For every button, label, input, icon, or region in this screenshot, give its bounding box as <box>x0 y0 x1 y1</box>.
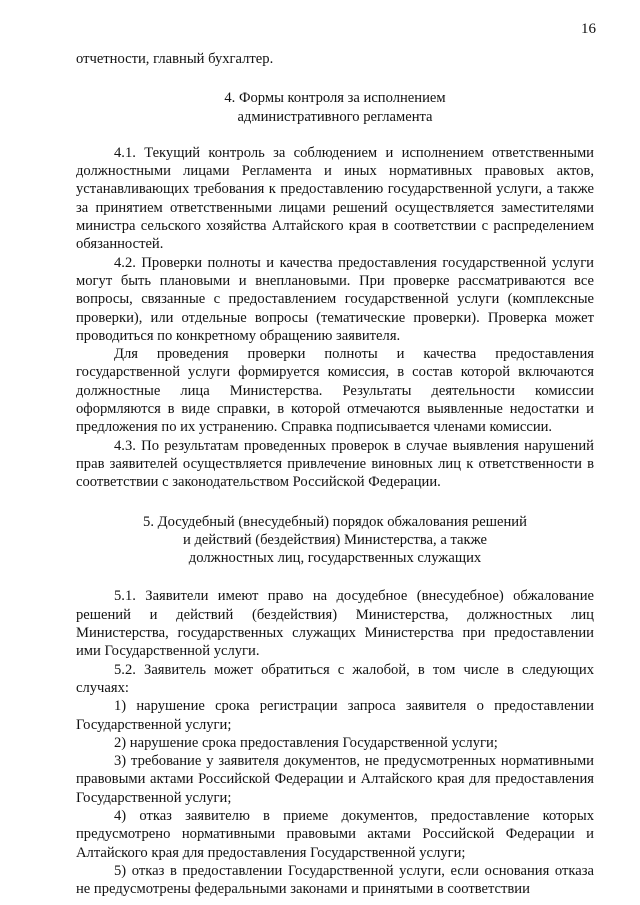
paragraph-4-2: 4.2. Проверки полноты и качества предоставления государственной услуги могут быть плановыми и внеплановыми. При проверке рассматриваются все вопросы, связанные с предоставлением государственной услуги (комплексные проверки), или отдельные вопросы (тематические проверки). Проверка может проводиться по конкретному обращению заявителя. <box>76 254 594 344</box>
section-4-heading-line: 4. Формы контроля за исполнением <box>224 90 446 107</box>
paragraph-4-2-commission: Для проведения проверки полноты и качества предоставления государственной услуги формируется комиссия, в состав которой включаются должностные лица Министерства. Результаты деятельности комиссии оформляются в виде справки, в которой отмечаются выявленные недостатки и предложения по их устранению. Справка подписывается членами комиссии. <box>76 346 594 436</box>
list-item-2: 2) нарушение срока предоставления Государственной услуги; <box>114 734 498 751</box>
list-item-4: 4) отказ заявителю в приеме документов, предоставление которых предусмотрено нормативными правовыми актами Российской Федерации и Алтайского края для предоставления Государственной услуги; <box>76 807 594 861</box>
section-4-heading <box>76 89 594 126</box>
section-4-heading-line: административного регламента <box>237 108 433 125</box>
section-5-heading <box>76 513 594 568</box>
list-item-3: 3) требование у заявителя документов, не предусмотренных нормативными правовыми актами Российской Федерации и Алтайского края для предоставления Государственной услуги; <box>76 753 594 806</box>
intro-line: отчетности, главный бухгалтер. <box>76 51 274 67</box>
paragraph-5-1: 5.1. Заявители имеют право на досудебное (внесудебное) обжалование решений и действий (бездействия) Министерства, должностных лиц Министерства, государственных служащих Министерства при предоставлении ими Государственной услуги. <box>76 588 594 660</box>
paragraph-5-2: 5.2. Заявитель может обратиться с жалобой, в том числе в следующих случаях: <box>76 661 594 696</box>
paragraph-4-3: 4.3. По результатам проведенных проверок в случае выявления нарушений прав заявителей осуществляется привлечение виновных лиц к ответственности в соответствии с законодательством Российской Федерации. <box>76 437 594 491</box>
section-5-heading-line: 5. Досудебный (внесудебный) порядок обжалования решений <box>143 513 527 530</box>
paragraph-4-1: 4.1. Текущий контроль за соблюдением и исполнением ответственными должностными лицами Регламента и иных нормативных правовых актов, устанавливающих требования к предоставлению государственной услуги, а также за принятием ответственными лицами решений осуществляется заместителями министра сельского хозяйства Алтайского края в соответствии с распределением обязанностей. <box>76 144 594 253</box>
section-5-heading-line: должностных лиц, государственных служащих <box>188 550 482 567</box>
list-item-5: 5) отказ в предоставлении Государственной услуги, если основания отказа не предусмотрены федеральными законами и принятыми в соответствии <box>76 862 594 898</box>
section-5-heading-line: и действий (бездействия) Министерства, а также <box>183 531 487 548</box>
list-item-1: 1) нарушение срока регистрации запроса заявителя о предоставлении Государственной услуги; <box>76 698 594 733</box>
page-number: 16 <box>581 21 596 37</box>
page-content <box>76 50 594 898</box>
